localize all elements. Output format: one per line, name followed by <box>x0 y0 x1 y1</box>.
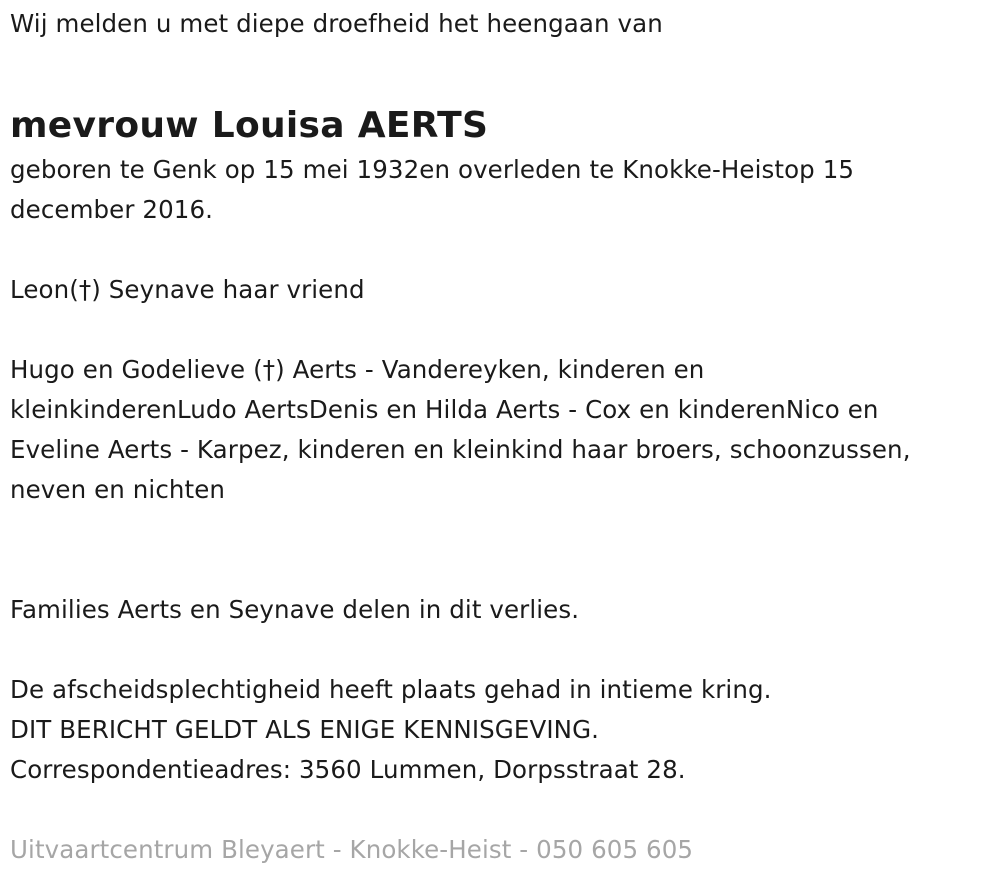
intro-text: Wij melden u met diepe droefheid het heengaan van <box>10 9 663 38</box>
family-line: kleinkinderenLudo AertsDenis en Hilda Aerts - Cox en kinderenNico en <box>10 395 879 424</box>
family-list <box>10 350 990 510</box>
ceremony-text: De afscheidsplechtigheid heeft plaats gehad in intieme kring. <box>10 675 772 704</box>
partner-text: Leon(†) Seynave haar vriend <box>10 275 365 304</box>
birth-death-line: december 2016. <box>10 195 214 224</box>
funeral-home-footer: Uitvaartcentrum Bleyaert - Knokke-Heist - 050 605 605 <box>10 835 694 864</box>
announcement-text: DIT BERICHT GELDT ALS ENIGE KENNISGEVING. <box>10 715 600 744</box>
family-line: Eveline Aerts - Karpez, kinderen en kleinkind haar broers, schoonzussen, <box>10 435 911 464</box>
birth-death-info <box>10 150 990 230</box>
closing-info <box>10 670 990 790</box>
families-text: Families Aerts en Seynave delen in dit verlies. <box>10 595 580 624</box>
deceased-name: mevrouw Louisa AERTS <box>10 105 489 146</box>
birth-death-line: geboren te Genk op 15 mei 1932en overleden te Knokke-Heistop 15 <box>10 155 855 184</box>
family-line: Hugo en Godelieve (†) Aerts - Vandereyken, kinderen en <box>10 355 705 384</box>
family-line: neven en nichten <box>10 475 226 504</box>
address-text: Correspondentieadres: 3560 Lummen, Dorpsstraat 28. <box>10 755 686 784</box>
obituary-notice <box>0 4 1000 870</box>
